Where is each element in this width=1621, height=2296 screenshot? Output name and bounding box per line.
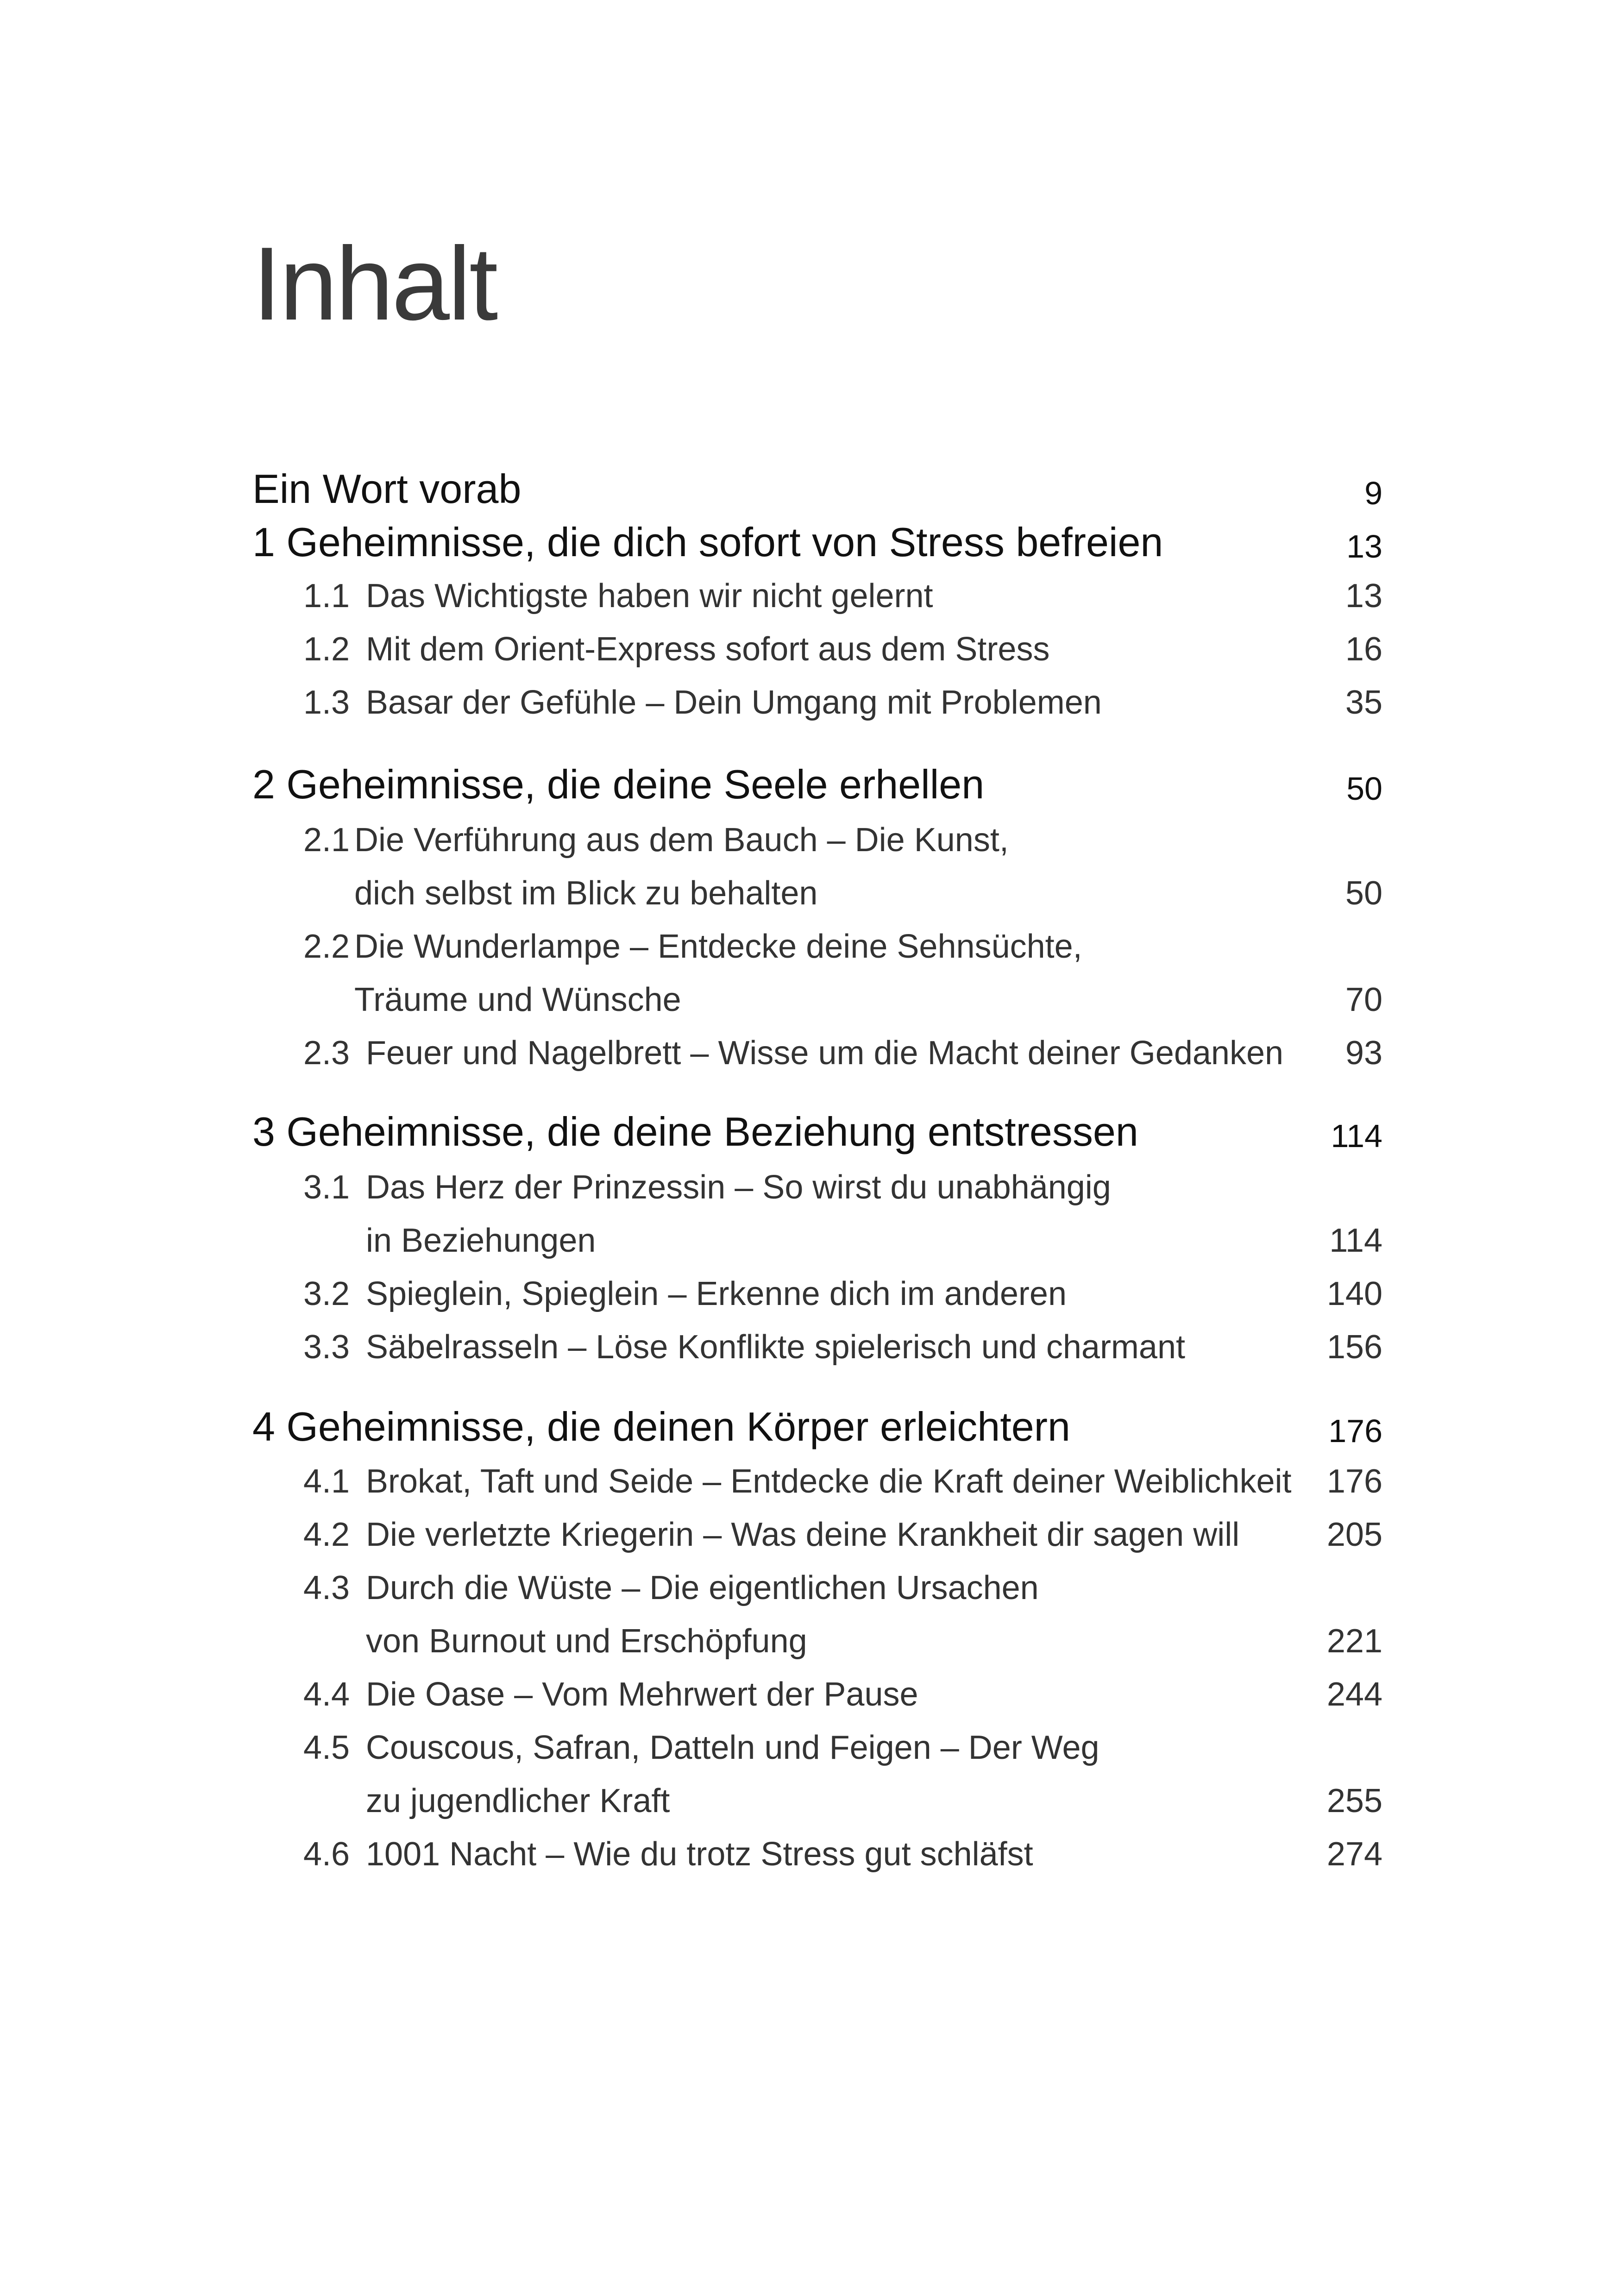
toc-chapter-title: 3 Geheimnisse, die deine Beziehung entstressen — [252, 1109, 1138, 1154]
toc-section-row[interactable] — [0, 1718, 1621, 1764]
toc-page-number: 70 — [1345, 981, 1382, 1018]
toc-page-number: 114 — [1329, 1222, 1382, 1259]
toc-page-number: 16 — [1345, 631, 1382, 668]
toc-chapter-row[interactable] — [0, 516, 1621, 563]
toc-page-number: 35 — [1345, 684, 1382, 721]
toc-chapter-row[interactable] — [0, 463, 1621, 512]
toc-section-number: 4.2 — [303, 1516, 350, 1553]
toc-section-number: 4.6 — [303, 1836, 350, 1873]
toc-section-title: zu jugendlicher Kraft — [366, 1782, 670, 1819]
toc-section-row[interactable] — [0, 673, 1621, 719]
toc-chapter-row[interactable] — [0, 759, 1621, 805]
toc-section-title: Brokat, Taft und Seide – Entdecke die Kraft deiner Weiblichkeit — [366, 1463, 1292, 1500]
toc-section-row[interactable] — [0, 1264, 1621, 1311]
toc-section-number: 3.2 — [303, 1275, 350, 1312]
toc-section-title: Mit dem Orient-Express sofort aus dem Stress — [366, 631, 1050, 668]
toc-section-number: 3.3 — [303, 1329, 350, 1366]
toc-section-row[interactable] — [0, 1317, 1621, 1364]
toc-page-number: 13 — [1346, 528, 1382, 565]
toc-section-title: Durch die Wüste – Die eigentlichen Ursachen — [366, 1569, 1039, 1606]
toc-section-title: von Burnout und Erschöpfung — [366, 1623, 807, 1660]
toc-section-title: Spieglein, Spieglein – Erkenne dich im anderen — [366, 1275, 1067, 1312]
toc-section-row[interactable] — [0, 1825, 1621, 1871]
toc-page-number: 50 — [1345, 875, 1382, 912]
toc-chapter-title: 4 Geheimnisse, die deinen Körper erleichtern — [252, 1404, 1070, 1449]
toc-page-number: 176 — [1328, 1413, 1382, 1449]
page-title: Inhalt — [252, 225, 496, 342]
toc-section-row[interactable] — [0, 864, 1621, 910]
toc-section-title: Die Wunderlampe – Entdecke deine Sehnsüchte, — [354, 928, 1082, 965]
toc-section-row[interactable] — [0, 1452, 1621, 1498]
toc-section-row[interactable] — [0, 1158, 1621, 1204]
toc-chapter-row[interactable] — [0, 1106, 1621, 1152]
toc-section-number: 1.3 — [303, 684, 350, 721]
toc-section-row[interactable] — [0, 1612, 1621, 1658]
toc-page-number: 274 — [1326, 1836, 1382, 1873]
toc-page-number: 156 — [1326, 1329, 1382, 1366]
toc-section-title: in Beziehungen — [366, 1222, 596, 1259]
toc-section-number: 4.4 — [303, 1676, 350, 1713]
toc-page-number: 244 — [1326, 1676, 1382, 1713]
toc-section-title: Die verletzte Kriegerin – Was deine Krankheit dir sagen will — [366, 1516, 1240, 1553]
toc-section-number: 2.3 — [303, 1035, 350, 1072]
toc-section-row[interactable] — [0, 1505, 1621, 1551]
toc-section-title: 1001 Nacht – Wie du trotz Stress gut schläfst — [366, 1836, 1033, 1873]
toc-section-title: Basar der Gefühle – Dein Umgang mit Problemen — [366, 684, 1102, 721]
toc-section-title: dich selbst im Blick zu behalten — [354, 875, 818, 912]
toc-section-title: Träume und Wünsche — [354, 981, 681, 1018]
toc-page-number: 114 — [1331, 1118, 1382, 1154]
toc-section-number: 4.3 — [303, 1569, 350, 1606]
toc-section-row[interactable] — [0, 1771, 1621, 1818]
toc-section-title: Das Herz der Prinzessin – So wirst du unabhängig — [366, 1169, 1111, 1206]
toc-section-title: Feuer und Nagelbrett – Wisse um die Macht deiner Gedanken — [366, 1035, 1284, 1072]
toc-page-number: 13 — [1345, 577, 1382, 615]
toc-section-title: Couscous, Safran, Datteln und Feigen – Der Weg — [366, 1729, 1100, 1766]
toc-page-number: 205 — [1326, 1516, 1382, 1553]
toc-section-row[interactable] — [0, 1665, 1621, 1711]
toc-section-number: 1.2 — [303, 631, 350, 668]
toc-section-row[interactable] — [0, 620, 1621, 666]
toc-page-number: 140 — [1326, 1275, 1382, 1312]
toc-page-number: 50 — [1346, 771, 1382, 807]
toc-section-row[interactable] — [0, 566, 1621, 613]
toc-chapter-title: 1 Geheimnisse, die dich sofort von Stress befreien — [252, 519, 1163, 565]
toc-section-title: Säbelrasseln – Löse Konflikte spielerisch und charmant — [366, 1329, 1185, 1366]
toc-chapter-row[interactable] — [0, 1401, 1621, 1447]
toc-section-title: Die Oase – Vom Mehrwert der Pause — [366, 1676, 918, 1713]
toc-section-number: 4.5 — [303, 1729, 350, 1766]
toc-chapter-title: 2 Geheimnisse, die deine Seele erhellen — [252, 761, 985, 807]
toc-section-number: 4.1 — [303, 1463, 350, 1500]
toc-page-number: 93 — [1345, 1035, 1382, 1072]
toc-section-row[interactable] — [0, 970, 1621, 1016]
toc-section-title: Das Wichtigste haben wir nicht gelernt — [366, 577, 933, 615]
toc-page-number: 221 — [1326, 1623, 1382, 1660]
toc-section-row[interactable] — [0, 810, 1621, 857]
toc-section-row[interactable] — [0, 1023, 1621, 1070]
toc-section-number: 1.1 — [303, 577, 350, 615]
toc-section-row[interactable] — [0, 917, 1621, 963]
toc-section-row[interactable] — [0, 1558, 1621, 1605]
toc-section-number: 2.2 — [303, 928, 350, 965]
toc-section-row[interactable] — [0, 1211, 1621, 1257]
toc-page-number: 9 — [1364, 475, 1382, 511]
toc-section-number: 2.1 — [303, 822, 350, 859]
toc-page-number: 176 — [1326, 1463, 1382, 1500]
toc-section-number: 3.1 — [303, 1169, 350, 1206]
toc-section-title: Die Verführung aus dem Bauch – Die Kunst, — [354, 822, 1009, 859]
toc-page-number: 255 — [1326, 1782, 1382, 1819]
toc-chapter-title: Ein Wort vorab — [252, 466, 521, 512]
